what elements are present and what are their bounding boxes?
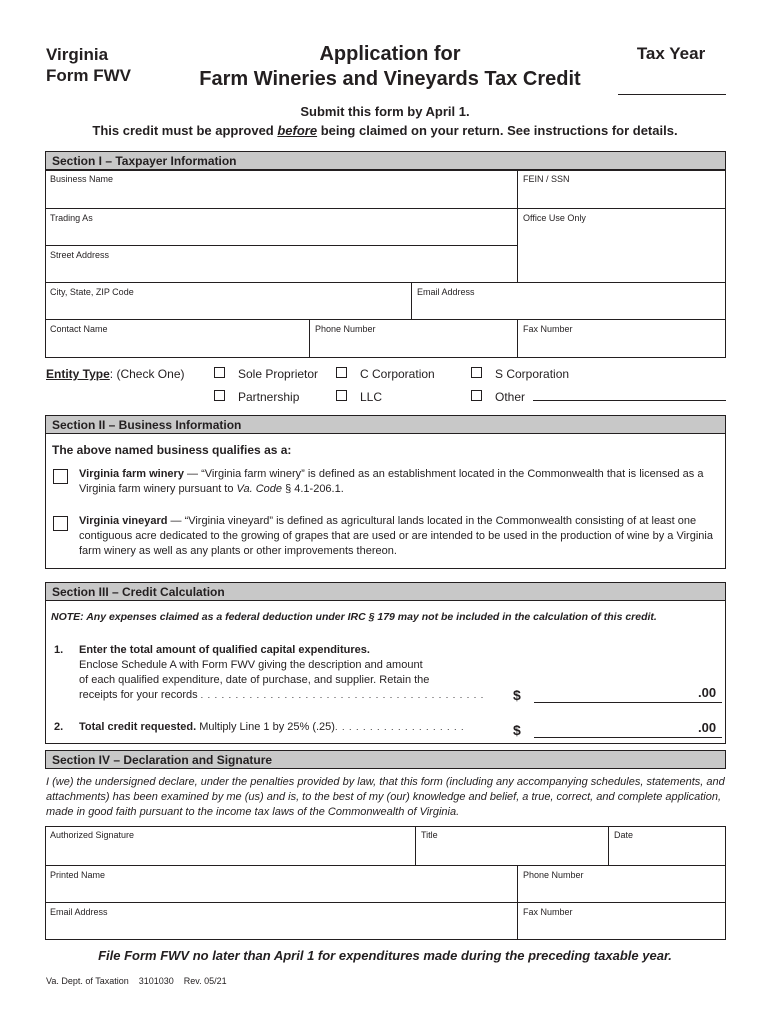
department-name: Va. Dept. of Taxation xyxy=(46,976,129,986)
line-2-cents: .00 xyxy=(698,720,717,735)
date-field[interactable]: Date xyxy=(608,826,726,865)
signature-grid xyxy=(45,826,726,940)
form-footer xyxy=(46,976,227,986)
entity-type-label: Entity Type: (Check One) xyxy=(46,367,185,381)
business-name-field[interactable]: Business Name xyxy=(50,174,114,184)
fax-number-field[interactable]: Fax Number xyxy=(517,319,726,358)
llc-label: LLC xyxy=(360,390,383,404)
form-title xyxy=(180,42,600,92)
section-3-header: Section III – Credit Calculation xyxy=(45,582,726,601)
tax-year-field[interactable] xyxy=(618,94,726,95)
title-field[interactable]: Title xyxy=(415,826,608,865)
street-address-field[interactable]: Street Address xyxy=(45,245,517,282)
section-4-header: Section IV – Declaration and Signature xyxy=(45,750,726,769)
c-corporation-label: C Corporation xyxy=(360,367,435,381)
title-line-1: Application for xyxy=(319,43,461,65)
form-number: 3101030 xyxy=(138,976,174,986)
partnership-checkbox[interactable] xyxy=(214,390,225,401)
sole-proprietor-label: Sole Proprietor xyxy=(238,367,319,381)
section-1-header: Section I – Taxpayer Information xyxy=(45,151,726,170)
vineyard-checkbox[interactable] xyxy=(53,516,68,531)
other-entity-field[interactable] xyxy=(533,388,726,401)
sole-proprietor-checkbox[interactable] xyxy=(214,367,225,378)
submit-note: Submit this form by April 1. xyxy=(300,104,470,119)
contact-name-field[interactable]: Contact Name xyxy=(45,319,309,358)
vineyard-definition: Virginia vineyard — “Virginia vineyard” is defined as agricultural lands located in the Commonwealth consisting of at least one contiguous acre dedicated to the growing of grapes that are used or are intended to be used in the production of wine by a Virginia farm winery as well as any plants or other improvements thereon. xyxy=(79,515,713,557)
qualifies-intro: The above named business qualifies as a: xyxy=(52,443,292,457)
section-2-header: Section II – Business Information xyxy=(45,415,726,434)
farm-winery-checkbox[interactable] xyxy=(53,469,68,484)
office-use-only: Office Use Only xyxy=(517,208,726,282)
farm-winery-definition: Virginia farm winery — “Virginia farm winery” is defined as an establishment located in the Commonwealth that is licensed as a Virginia farm winery pursuant to Va. Code § 4.1-206.1. xyxy=(79,468,704,495)
line-1-description: Enter the total amount of qualified capital expenditures. Enclose Schedule A with Form FWV giving the description and amount of each qualified expenditure, date of purchase, and supplier. Retain the receipts for your records . . . . . . . . . . . . . . . . . . . . . . . . . . . . . . . . . . . . . . . . . xyxy=(79,644,485,701)
credit-note-emphasis: before xyxy=(277,123,318,138)
fein-ssn-field[interactable]: FEIN / SSN xyxy=(517,170,726,208)
line-2-description: Total credit requested. Multiply Line 1 by 25% (.25). . . . . . . . . . . . . . . . . . . xyxy=(79,721,465,733)
printed-name-field[interactable]: Printed Name xyxy=(45,865,517,902)
line-1-dollar-sign: $ xyxy=(513,687,521,703)
line-1-number: 1. xyxy=(54,644,64,656)
line-2-number: 2. xyxy=(54,721,64,733)
c-corporation-checkbox[interactable] xyxy=(336,367,347,378)
tax-year-label: Tax Year xyxy=(636,44,706,63)
state-name: Virginia xyxy=(46,45,109,64)
form-name: Form FWV xyxy=(46,66,131,85)
section-179-note: NOTE: Any expenses claimed as a federal deduction under IRC § 179 may not be included in the calculation of this credit. xyxy=(51,611,657,623)
taxpayer-info-grid xyxy=(45,170,726,358)
authorized-signature-field[interactable]: Authorized Signature xyxy=(50,830,135,840)
filing-deadline-note: File Form FWV no later than April 1 for expenditures made during the preceding taxable year. xyxy=(98,948,672,963)
line-1-amount-field[interactable] xyxy=(534,685,722,703)
business-info-box xyxy=(45,434,726,569)
s-corporation-label: S Corporation xyxy=(495,367,570,381)
line-2-dollar-sign: $ xyxy=(513,722,521,738)
s-corporation-checkbox[interactable] xyxy=(471,367,482,378)
signer-fax-field[interactable]: Fax Number xyxy=(517,902,726,940)
signer-phone-field[interactable]: Phone Number xyxy=(517,865,726,902)
email-address-field[interactable]: Email Address xyxy=(411,282,726,319)
partnership-label: Partnership xyxy=(238,390,300,404)
title-line-2: Farm Wineries and Vineyards Tax Credit xyxy=(199,68,581,90)
llc-checkbox[interactable] xyxy=(336,390,347,401)
trading-as-field[interactable]: Trading As xyxy=(45,208,517,245)
phone-number-field[interactable]: Phone Number xyxy=(309,319,517,358)
signer-email-field[interactable]: Email Address xyxy=(45,902,517,940)
line-1-cents: .00 xyxy=(698,685,717,700)
declaration-text: I (we) the undersigned declare, under the penalties provided by law, that this form (including any accompanying schedules, statements, and attachments) has been examined by me (us) and is, to the best of my (our) knowledge and belief, a true, correct, and complete application, made in good faith pursuant to the income tax laws of the Commonwealth of Virginia. xyxy=(46,776,725,818)
form-identifier xyxy=(46,44,131,86)
credit-calculation-box xyxy=(45,601,726,744)
city-state-zip-field[interactable]: City, State, ZIP Code xyxy=(45,282,411,319)
line-2-amount-field[interactable] xyxy=(534,720,722,738)
credit-note: This credit must be approved before being claimed on your return. See instructions for details. xyxy=(92,123,678,138)
other-checkbox[interactable] xyxy=(471,390,482,401)
revision-date: Rev. 05/21 xyxy=(183,976,227,986)
other-label: Other xyxy=(495,390,526,404)
